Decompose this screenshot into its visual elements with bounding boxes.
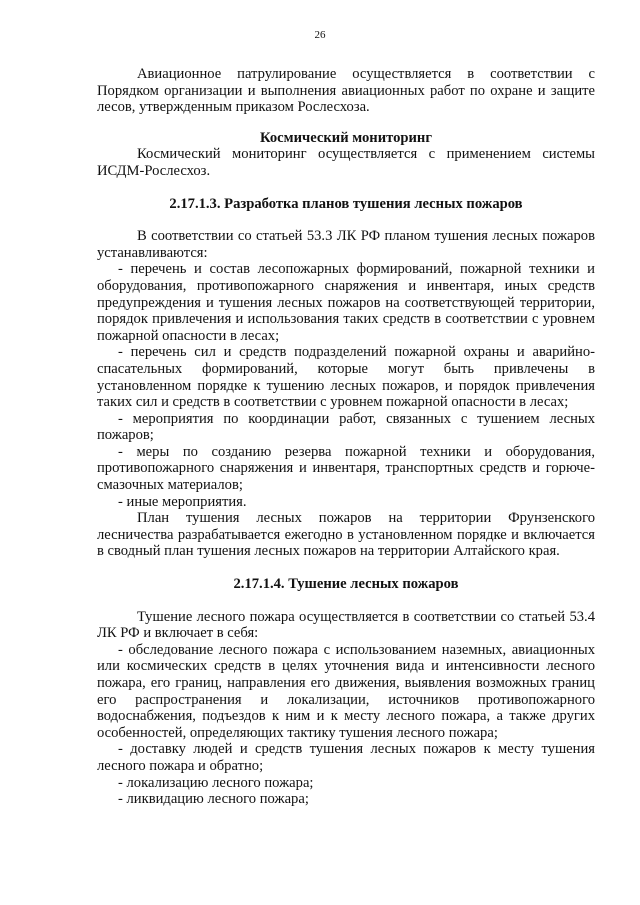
space-monitoring-heading: Космический мониторинг — [260, 129, 432, 146]
list-item: - перечень сил и средств подразделений пожарной охраны и аварийно-спасательных формирований, которые могут быть привлечены в установленном порядке к тушению лесных пожаров, и порядок привлечения таких сил и средств в соответствии с уровнем пожарной опасности в лесах; — [97, 344, 595, 411]
list-item: - перечень и состав лесопожарных формирований, пожарной техники и оборудования, противопожарного снаряжения и инвентаря, иных средств предупреждения и тушения лесных пожаров на соответствующей территории, порядок привлечения и использования таких средств в соответствии с уровнем пожарной опасности в лесах; — [97, 261, 595, 344]
section-heading-2-17-1-3: 2.17.1.3. Разработка планов тушения лесных пожаров — [169, 195, 523, 212]
page-number: 26 — [314, 29, 326, 41]
space-monitoring-text: Космический мониторинг осуществляется с применением системы ИСДМ-Рослесхоз. — [97, 146, 595, 179]
list-item: - обследование лесного пожара с использованием наземных, авиационных или космических средств в целях уточнения вида и интенсивности лесного пожара, его границ, направления его движения, выявления возможных границ его распространения и локализации, источников противопожарного водоснабжения, подъездов к ним и к месту лесного пожара, а также других особенностей, определяющих тактику тушения лесного пожара; — [97, 641, 595, 741]
list-item: - меры по созданию резерва пожарной техники и оборудования, противопожарного снаряжения и инвентаря, транспортных средств и горюче-смазочных материалов; — [97, 443, 595, 494]
section-2-17-1-4-intro: Тушение лесного пожара осуществляется в соответствии со статьей 53.4 ЛК РФ и включает в себя: — [97, 608, 595, 642]
intro-paragraph: Авиационное патрулирование осуществляется в соответствии с Порядком организации и выполнения авиационных работ по охране и защите лесов, утвержденным приказом Рослесхоза. — [97, 66, 595, 116]
section-2-17-1-3-intro: В соответствии со статьей 53.3 ЛК РФ планом тушения лесных пожаров устанавливаются: — [97, 228, 595, 261]
list-item: - иные мероприятия. — [118, 493, 247, 510]
list-item: - доставку людей и средств тушения лесных пожаров к месту тушения лесного пожара и обратно; — [97, 741, 595, 774]
list-item: - мероприятия по координации работ, связанных с тушением лесных пожаров; — [97, 410, 595, 444]
section-heading-2-17-1-4: 2.17.1.4. Тушение лесных пожаров — [233, 576, 459, 593]
list-item: - локализацию лесного пожара; — [118, 774, 314, 791]
list-item: - ликвидацию лесного пожара; — [118, 791, 309, 808]
section-2-17-1-3-closing: План тушения лесных пожаров на территории Фрунзенского лесничества разрабатывается ежегодно в установленном порядке и включается в сводный план тушения лесных пожаров на территории Алтайского края. — [97, 510, 595, 560]
document-body — [97, 66, 595, 808]
